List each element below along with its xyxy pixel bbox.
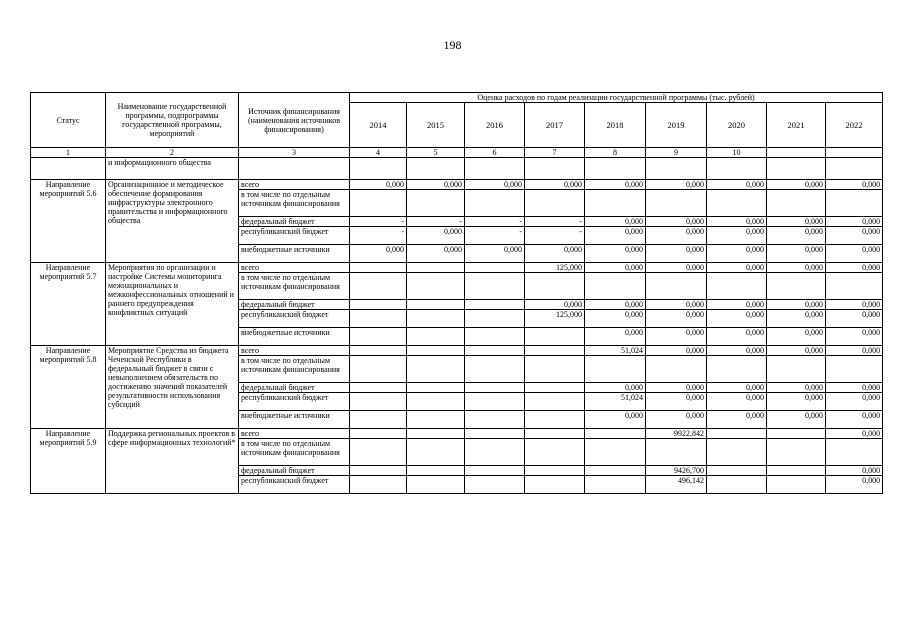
value-cell — [465, 273, 525, 300]
value-cell: - — [350, 217, 407, 227]
value-cell — [767, 273, 826, 300]
source-cell: республиканский бюджет — [239, 476, 350, 494]
source-cell: республиканский бюджет — [239, 227, 350, 245]
header-year: 2021 — [767, 103, 826, 148]
source-cell: федеральный бюджет — [239, 466, 350, 476]
value-cell — [350, 429, 407, 439]
name-cell: Поддержка региональных проектов в сфере информационных технологий* — [106, 429, 239, 494]
value-cell: 0,000 — [525, 245, 585, 263]
value-cell: 0,000 — [350, 180, 407, 190]
name-cell: Мероприятие Средства из бюджета Чеченской Республики в федеральный бюджет в связи с невыполнением обязательств по достижению значений показателей результативности использования субсидий — [106, 346, 239, 429]
source-cell: внебюджетные источники — [239, 411, 350, 429]
value-cell: - — [525, 217, 585, 227]
header-year: 2014 — [350, 103, 407, 148]
value-cell — [350, 300, 407, 310]
value-cell — [407, 273, 465, 300]
value-cell — [407, 158, 465, 180]
source-cell: федеральный бюджет — [239, 217, 350, 227]
value-cell — [826, 273, 883, 300]
value-cell — [525, 158, 585, 180]
value-cell: - — [465, 227, 525, 245]
value-cell — [585, 158, 646, 180]
value-cell — [525, 328, 585, 346]
value-cell — [350, 439, 407, 466]
page-number: 198 — [443, 38, 462, 52]
value-cell: 0,000 — [707, 383, 767, 393]
column-number: 10 — [707, 148, 767, 158]
value-cell — [407, 411, 465, 429]
value-cell — [767, 429, 826, 439]
value-cell: 0,000 — [646, 217, 707, 227]
value-cell: 0,000 — [826, 393, 883, 411]
value-cell: 0,000 — [707, 180, 767, 190]
source-cell: внебюджетные источники — [239, 328, 350, 346]
value-cell: 0,000 — [585, 310, 646, 328]
value-cell — [585, 439, 646, 466]
value-cell — [465, 263, 525, 273]
value-cell — [646, 356, 707, 383]
value-cell: 125,000 — [525, 310, 585, 328]
value-cell: 0,000 — [826, 346, 883, 356]
value-cell — [407, 466, 465, 476]
value-cell — [585, 466, 646, 476]
name-cell: Организационное и методическое обеспечение формирования инфраструктуры электронного правительства и информационного общества — [106, 180, 239, 263]
value-cell: 0,000 — [767, 411, 826, 429]
value-cell: 0,000 — [767, 263, 826, 273]
value-cell: 0,000 — [407, 180, 465, 190]
value-cell — [465, 346, 525, 356]
value-cell: 0,000 — [707, 300, 767, 310]
header-year: 2016 — [465, 103, 525, 148]
value-cell — [707, 466, 767, 476]
value-cell — [465, 429, 525, 439]
value-cell: 0,000 — [525, 300, 585, 310]
value-cell: 0,000 — [646, 180, 707, 190]
value-cell: 0,000 — [646, 227, 707, 245]
value-cell — [826, 356, 883, 383]
value-cell — [465, 328, 525, 346]
column-number: 8 — [585, 148, 646, 158]
name-cell: и информационного общества — [106, 158, 239, 180]
status-cell: Направление мероприятий 5.8 — [31, 346, 106, 429]
table-row — [31, 180, 883, 190]
value-cell: 0,000 — [707, 346, 767, 356]
value-cell: 0,000 — [767, 227, 826, 245]
source-cell: в том числе по отдельным источникам финансирования — [239, 190, 350, 217]
value-cell: 0,000 — [585, 411, 646, 429]
value-cell: 0,000 — [646, 383, 707, 393]
value-cell — [465, 439, 525, 466]
value-cell: 0,000 — [646, 328, 707, 346]
header-year: 2019 — [646, 103, 707, 148]
value-cell — [465, 393, 525, 411]
header-source: Источник финансирования (наименования источников финансирования) — [239, 93, 350, 148]
value-cell — [407, 476, 465, 494]
value-cell: 0,000 — [465, 180, 525, 190]
value-cell: 0,000 — [407, 227, 465, 245]
value-cell: 0,000 — [767, 245, 826, 263]
value-cell — [465, 300, 525, 310]
value-cell — [525, 383, 585, 393]
value-cell — [350, 346, 407, 356]
value-cell: 0,000 — [826, 245, 883, 263]
value-cell: 0,000 — [826, 227, 883, 245]
value-cell — [350, 190, 407, 217]
source-cell: внебюджетные источники — [239, 245, 350, 263]
column-number: 9 — [646, 148, 707, 158]
value-cell — [646, 158, 707, 180]
value-cell: 0,000 — [585, 263, 646, 273]
value-cell — [407, 346, 465, 356]
value-cell — [350, 263, 407, 273]
value-cell — [707, 190, 767, 217]
status-cell: Направление мероприятий 5.7 — [31, 263, 106, 346]
value-cell — [465, 383, 525, 393]
budget-table — [30, 92, 883, 494]
value-cell — [407, 383, 465, 393]
value-cell — [707, 476, 767, 494]
value-cell — [407, 439, 465, 466]
value-cell: 0,000 — [767, 310, 826, 328]
value-cell: 0,000 — [646, 393, 707, 411]
value-cell — [707, 273, 767, 300]
header-estimate: Оценка расходов по годам реализации государственной программы (тыс. рублей) — [350, 93, 883, 103]
value-cell — [407, 263, 465, 273]
value-cell: 0,000 — [585, 245, 646, 263]
value-cell: 0,000 — [767, 217, 826, 227]
value-cell — [350, 476, 407, 494]
source-cell: республиканский бюджет — [239, 310, 350, 328]
value-cell — [646, 273, 707, 300]
value-cell: 9426,700 — [646, 466, 707, 476]
value-cell — [350, 393, 407, 411]
value-cell: 125,000 — [525, 263, 585, 273]
value-cell — [585, 476, 646, 494]
value-cell: 51,024 — [585, 346, 646, 356]
value-cell — [707, 356, 767, 383]
value-cell — [465, 476, 525, 494]
value-cell — [350, 310, 407, 328]
status-cell: Направление мероприятий 5.9 — [31, 429, 106, 494]
value-cell: 0,000 — [826, 300, 883, 310]
source-cell: в том числе по отдельным источникам финансирования — [239, 356, 350, 383]
value-cell — [707, 439, 767, 466]
status-cell — [31, 158, 106, 180]
value-cell — [525, 190, 585, 217]
value-cell — [585, 429, 646, 439]
value-cell — [350, 466, 407, 476]
value-cell: 0,000 — [767, 180, 826, 190]
value-cell — [465, 356, 525, 383]
value-cell: 0,000 — [465, 245, 525, 263]
value-cell: 0,000 — [707, 411, 767, 429]
value-cell: 0,000 — [585, 217, 646, 227]
value-cell — [350, 356, 407, 383]
value-cell — [646, 439, 707, 466]
table-row — [31, 158, 883, 180]
value-cell — [407, 300, 465, 310]
source-cell: всего — [239, 346, 350, 356]
value-cell — [585, 273, 646, 300]
value-cell — [525, 466, 585, 476]
header-status: Статус — [31, 93, 106, 148]
value-cell: 0,000 — [407, 245, 465, 263]
value-cell: 0,000 — [767, 383, 826, 393]
value-cell: 0,000 — [707, 227, 767, 245]
value-cell: 0,000 — [826, 429, 883, 439]
value-cell: 0,000 — [826, 310, 883, 328]
value-cell: 0,000 — [707, 310, 767, 328]
value-cell: 0,000 — [585, 300, 646, 310]
value-cell: 0,000 — [826, 383, 883, 393]
value-cell: 0,000 — [525, 180, 585, 190]
value-cell: 0,000 — [350, 245, 407, 263]
value-cell — [525, 439, 585, 466]
value-cell: 0,000 — [826, 217, 883, 227]
value-cell — [465, 158, 525, 180]
column-number: 3 — [239, 148, 350, 158]
table-row — [31, 263, 883, 273]
value-cell: 0,000 — [646, 263, 707, 273]
value-cell: 0,000 — [585, 227, 646, 245]
value-cell: 0,000 — [826, 180, 883, 190]
value-cell — [350, 158, 407, 180]
value-cell — [585, 190, 646, 217]
column-number: 6 — [465, 148, 525, 158]
header-year: 2015 — [407, 103, 465, 148]
source-cell: в том числе по отдельным источникам финансирования — [239, 273, 350, 300]
column-number: 2 — [106, 148, 239, 158]
value-cell — [350, 273, 407, 300]
header-year: 2022 — [826, 103, 883, 148]
source-cell: федеральный бюджет — [239, 300, 350, 310]
value-cell: 496,142 — [646, 476, 707, 494]
value-cell: - — [407, 217, 465, 227]
value-cell: 0,000 — [646, 300, 707, 310]
value-cell: 0,000 — [646, 245, 707, 263]
value-cell — [407, 356, 465, 383]
value-cell: 0,000 — [767, 300, 826, 310]
value-cell — [707, 158, 767, 180]
value-cell — [465, 310, 525, 328]
value-cell: 0,000 — [826, 476, 883, 494]
status-cell: Направление мероприятий 5.6 — [31, 180, 106, 263]
source-cell: всего — [239, 429, 350, 439]
value-cell — [525, 356, 585, 383]
value-cell: 0,000 — [646, 310, 707, 328]
source-cell: в том числе по отдельным источникам финансирования — [239, 439, 350, 466]
value-cell: 0,000 — [767, 346, 826, 356]
value-cell — [407, 393, 465, 411]
value-cell — [767, 439, 826, 466]
value-cell — [826, 190, 883, 217]
value-cell: 0,000 — [646, 346, 707, 356]
value-cell — [407, 429, 465, 439]
value-cell — [239, 158, 350, 180]
value-cell: - — [525, 227, 585, 245]
value-cell: 0,000 — [707, 217, 767, 227]
name-cell: Мероприятия по организации и настройке Системы мониторинга межнациональных и межконфессиональных отношений и раннего предупреждения конфликтных ситуаций — [106, 263, 239, 346]
value-cell — [525, 476, 585, 494]
value-cell: 0,000 — [826, 328, 883, 346]
value-cell: 0,000 — [707, 263, 767, 273]
header-year: 2018 — [585, 103, 646, 148]
value-cell — [767, 466, 826, 476]
value-cell — [407, 328, 465, 346]
value-cell: 0,000 — [585, 180, 646, 190]
value-cell — [767, 476, 826, 494]
value-cell — [350, 328, 407, 346]
value-cell: 51,024 — [585, 393, 646, 411]
value-cell — [585, 356, 646, 383]
source-cell: всего — [239, 180, 350, 190]
value-cell: 9922,842 — [646, 429, 707, 439]
value-cell — [465, 466, 525, 476]
value-cell: 0,000 — [826, 411, 883, 429]
value-cell — [465, 411, 525, 429]
value-cell: 0,000 — [767, 393, 826, 411]
value-cell: 0,000 — [646, 411, 707, 429]
value-cell: 0,000 — [707, 393, 767, 411]
value-cell — [350, 411, 407, 429]
column-number — [767, 148, 826, 158]
column-number: 5 — [407, 148, 465, 158]
value-cell — [826, 158, 883, 180]
source-cell: республиканский бюджет — [239, 393, 350, 411]
value-cell: 0,000 — [707, 245, 767, 263]
value-cell: 0,000 — [767, 328, 826, 346]
source-cell: всего — [239, 263, 350, 273]
value-cell — [407, 190, 465, 217]
source-cell: федеральный бюджет — [239, 383, 350, 393]
value-cell: - — [465, 217, 525, 227]
header-name: Наименование государственной программы, подпрограммы государственной программы, мероприятий — [106, 93, 239, 148]
value-cell: 0,000 — [585, 383, 646, 393]
value-cell — [525, 273, 585, 300]
value-cell — [525, 393, 585, 411]
value-cell: 0,000 — [826, 263, 883, 273]
column-number — [826, 148, 883, 158]
column-number: 4 — [350, 148, 407, 158]
value-cell: 0,000 — [707, 328, 767, 346]
value-cell — [767, 158, 826, 180]
value-cell — [350, 383, 407, 393]
value-cell — [646, 190, 707, 217]
value-cell — [767, 356, 826, 383]
column-number: 7 — [525, 148, 585, 158]
value-cell: 0,000 — [826, 466, 883, 476]
value-cell — [407, 310, 465, 328]
value-cell — [465, 190, 525, 217]
value-cell — [767, 190, 826, 217]
table-row — [31, 346, 883, 356]
value-cell: 0,000 — [585, 328, 646, 346]
table-row — [31, 429, 883, 439]
value-cell — [525, 346, 585, 356]
value-cell: - — [350, 227, 407, 245]
column-number: 1 — [31, 148, 106, 158]
header-year: 2017 — [525, 103, 585, 148]
value-cell — [525, 411, 585, 429]
value-cell — [525, 429, 585, 439]
value-cell — [707, 429, 767, 439]
value-cell — [826, 439, 883, 466]
header-year: 2020 — [707, 103, 767, 148]
